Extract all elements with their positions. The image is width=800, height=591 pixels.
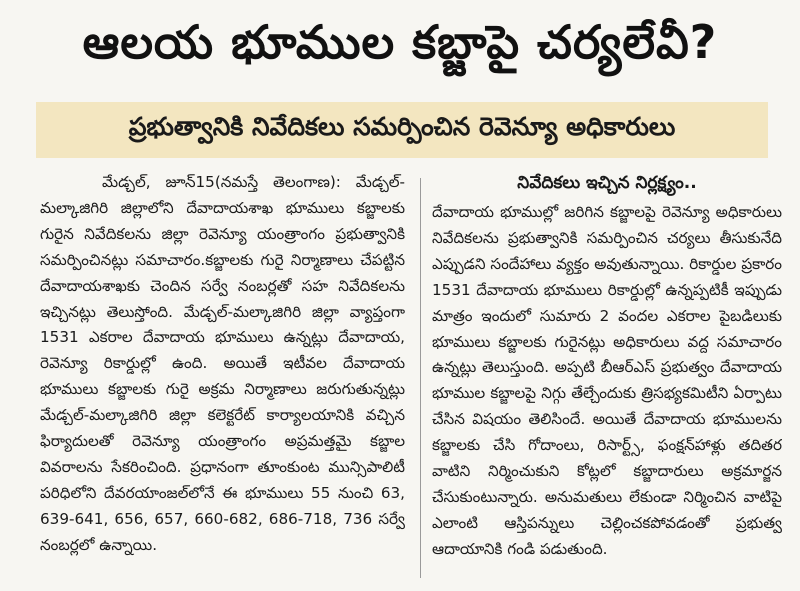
- right-column-title: నివేదికలు ఇచ్చిన నిర్లక్ష్యం..: [517, 173, 697, 193]
- right-column-body: దేవాదాయ భూముల్లో జరిగిన కబ్జాలపై రెవెన్యూ అధికారులు నివేదికలను ప్రభుత్వానికి సమర్పించిన చర్యలు తీసుకునేది ఎప్పుడని సందేహాలు వ్యక్తం అవుతున్నాయి. రికార్డుల ప్రకారం 1531 దేవాదాయ భూములు రికార్డుల్లో ఉన్నప్పటికీ ఇప్పుడు మాత్రం ఇందులో సుమారు 2 వందల ఎకరాల పైబడిలుకు భూములు కబ్జాలకు గురైనట్లు అధికారులు వద్ద సమాచారం ఉన్నట్లు తెలుస్తుంది. అప్పటి బీఆర్ఎస్ ప్రభుత్వం దేవాదాయ భూముల కబ్జాలపై నిగ్గు తేల్చేందుకు త్రిసభ్యకమిటీని ఏర్పాటు చేసిన విషయం తెలిసిందే. అయితే దేవాదాయ భూములను కబ్జాలకు చేసి గోదాంలు, రిసార్ట్స్, ఫంక్షన్‌హాళ్లు తదితర వాటిని నిర్మించుకుని కోట్లలో కబ్జాదారులు అక్రమార్జన చేసుకుంటున్నారు. అనుమతులు లేకుండా నిర్మించిన వాటిపై ఎలాంటి ఆస్తిపన్నులు చెల్లించకపోవడంతో ప్రభుత్వ ఆదాయానికి గండి పడుతుంది.: [432, 203, 782, 558]
- right-column: [432, 170, 782, 585]
- column-divider: [420, 178, 421, 578]
- left-column: [40, 170, 405, 585]
- left-column-body: మేడ్చల్, జూన్15(నమస్తే తెలంగాణ): మేడ్చల్-మల్కాజిగిరి జిల్లాలోని దేవాదాయశాఖ భూములు కబ్జాలకు గురైన నివేదికలను జిల్లా రెవెన్యూ యంత్రాంగం ప్రభుత్వానికి సమర్పించినట్లు సమాచారం.కబ్జాలకు గురై నిర్మాణాలు చేపట్టిన దేవాదాయశాఖకు చెందిన సర్వే నంబర్లతో సహ నివేదికలను ఇచ్చినట్లు తెలుస్తోంది. మేడ్చల్-మల్కాజిగిరి జిల్లా వ్యాప్తంగా 1531 ఎకరాల దేవాదాయ భూములు ఉన్నట్లు దేవాదాయ, రెవెన్యూ రికార్డుల్లో ఉంది. అయితే ఇటీవల దేవాదాయ భూములు కబ్జాలకు గురై అక్రమ నిర్మాణాలు జరుగుతున్నట్లు మేడ్చల్-మల్కాజిగిరి జిల్లా కలెక్టరేట్ కార్యాలయానికి వచ్చిన ఫిర్యాదులతో రెవెన్యూ యంత్రాంగం అప్రమత్తమై కబ్జాల వివరాలను సేకరించింది. ప్రధానంగా తూంకుంట మున్సిపాలిటీ పరిధిలోని దేవరయాంజల్‌లోనే ఈ భూములు 55 నుంచి 63, 639-641, 656, 657, 660-682, 686-718, 736 సర్వే నంబర్లలో ఉన్నాయి.: [40, 173, 405, 554]
- subheadline-band: [36, 102, 768, 158]
- headline: ఆలయ భూముల కబ్జాపై చర్యలేవీ?: [82, 15, 718, 69]
- subheadline: ప్రభుత్వానికి నివేదికలు సమర్పించిన రెవెన్యూ అధికారులు: [128, 112, 676, 141]
- headline-area: [0, 4, 800, 92]
